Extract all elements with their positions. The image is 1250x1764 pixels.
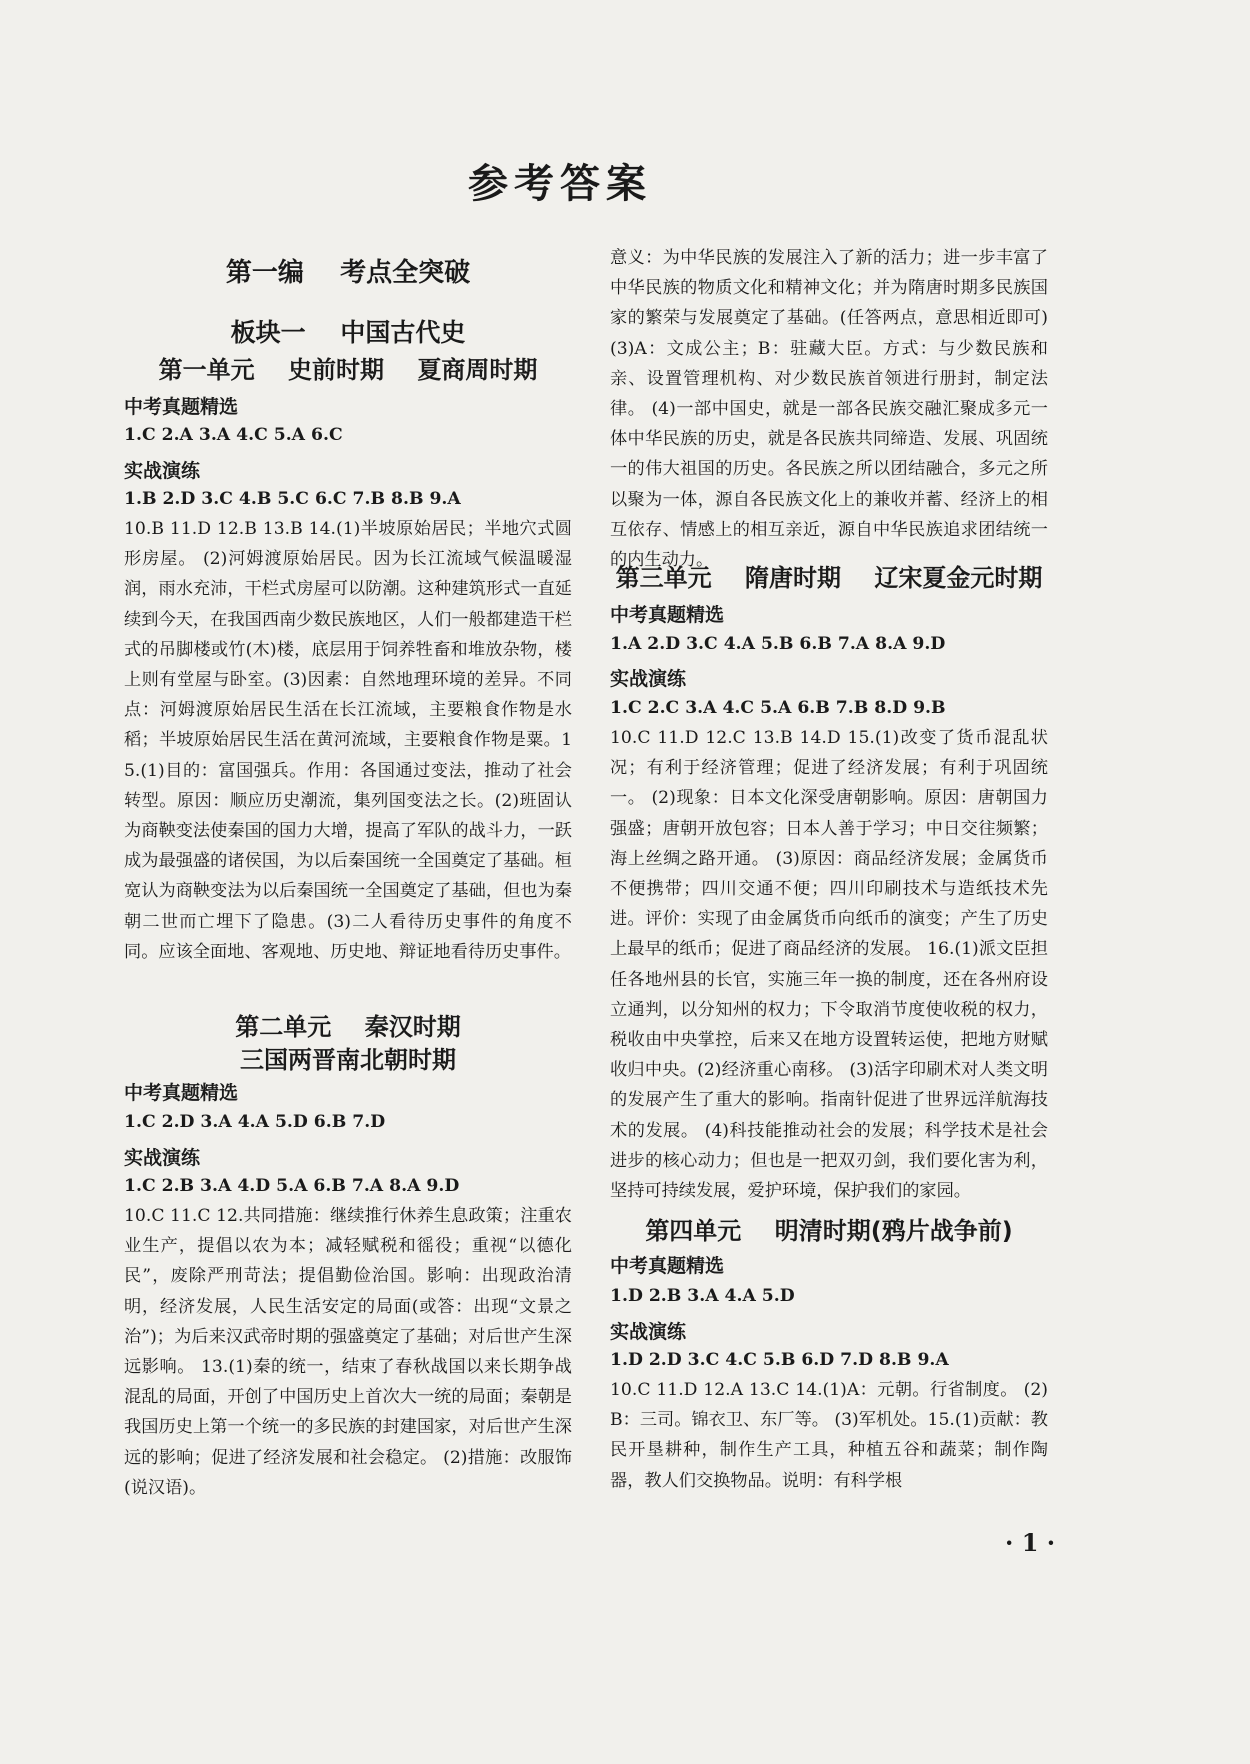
unit2-practice-answers: 1.C 2.B 3.A 4.D 5.A 6.B 7.A 8.A 9.D xyxy=(124,1176,460,1196)
unit3-answer-text: 10.C 11.D 12.C 13.B 14.D 15.(1)改变了货币混乱状况；有利于经济管理；促进了经济发展；有利于巩固统一。 (2)现象：日本文化深受唐朝影响。原因：唐朝国力强盛；唐朝开放包容；日本人善于学习；中日交往频繁；海上丝绸之路开通。 (3)原因：商品经济发展；金属货币不便携带；四川交通不便；四川印刷技术与造纸技术先进。评价：实现了由金属货币向纸币的演变；产生了历史上最早的纸币；促进了商品经济的发展。 16.(1)派文臣担任各地州县的长官，实施三年一换的制度，还在各州府设立通判，以分知州的权力；下令取消节度使收税的权力，税收由中央掌控，后来又在地方设置转运使，把地方财赋收归中央。(2)经济重心南移。 (3)活字印刷术对人类文明的发展产生了重大的影响。指南针促进了世界远洋航海技术的发展。 (4)科技能推动社会的发展；科学技术是社会进步的核心动力；但也是一把双刃剑，我们要化害为利，坚持可持续发展，爱护环境，保护我们的家园。 xyxy=(610,728,1048,1202)
unit2-title-line1: 第二单元 秦汉时期 xyxy=(235,1013,461,1041)
continued-answer-text: 意义：为中华民族的发展注入了新的活力；进一步丰富了中华民族的物质文化和精神文化；并为隋唐时期多民族国家的繁荣与发展奠定了基础。(任答两点，意思相近即可) (3)A：文成公主；B：驻藏大臣。方式：与少数民族和亲、设置管理机构、对少数民族首领进行册封，制定法律。 (4)一部中国史，就是一部各民族交融汇聚成多元一体中华民族的历史，就是各民族共同缔造、发展、巩固统一的伟大祖国的历史。各民族之所以团结融合，多元之所以聚为一体，源自各民族文化上的兼收并蓄、经济上的相互依存、情感上的相互亲近，源自中华民族追求团结统一的内生动力。 xyxy=(610,248,1048,571)
block-title: 板块一 中国古代史 xyxy=(230,318,466,347)
unit2-exam-heading: 中考真题精选 xyxy=(124,1082,239,1104)
unit2-exam-answers: 1.C 2.D 3.A 4.A 5.D 6.B 7.D xyxy=(124,1112,386,1132)
unit4-title: 第四单元 明清时期(鸦片战争前) xyxy=(645,1217,1013,1245)
unit2-answer-text: 10.C 11.C 12.共同措施：继续推行休养生息政策；注重农业生产，提倡以农为本；减轻赋税和徭役；重视“以德化民”，废除严刑苛法；提倡勤俭治国。影响：出现政治清明，经济发展，人民生活安定的局面(或答：出现“文景之治”)；为后来汉武帝时期的强盛奠定了基础；对后世产生深远影响。 13.(1)秦的统一，结束了春秋战国以来长期争战混乱的局面，开创了中国历史上首次大一统的局面；秦朝是我国历史上第一个统一的多民族的封建国家，对后世产生深远的影响；促进了经济发展和社会稳定。 (2)措施：改服饰(说汉语)。 xyxy=(124,1206,572,1498)
unit2-practice-heading: 实战演练 xyxy=(124,1147,201,1169)
page-number: · 1 · xyxy=(1005,1528,1056,1557)
unit3-exam-answers: 1.A 2.D 3.C 4.A 5.B 6.B 7.A 8.A 9.D xyxy=(610,634,946,654)
unit1-title: 第一单元 史前时期 夏商周时期 xyxy=(158,356,538,384)
unit1-answer-text: 10.B 11.D 12.B 13.B 14.(1)半坡原始居民；半地穴式圆形房屋。 (2)河姆渡原始居民。因为长江流域气候温暖湿润，雨水充沛，干栏式房屋可以防潮。这种建筑形式一直延续到今天，在我国西南少数民族地区，人们一般都建造干栏式的吊脚楼或竹(木)楼，底层用于饲养牲畜和堆放杂物，楼上则有堂屋与卧室。(3)因素：自然地理环境的差异。不同点：河姆渡原始居民生活在长江流域，主要粮食作物是水稻；半坡原始居民生活在黄河流域，主要粮食作物是粟。15.(1)目的：富国强兵。作用：各国通过变法，推动了社会转型。原因：顺应历史潮流，集列国变法之长。(2)班固认为商鞅变法使秦国的国力大增，提高了军队的战斗力，一跃成为最强盛的诸侯国，为以后秦国统一全国奠定了基础。桓宽认为商鞅变法为以后秦国统一全国奠定了基础，但也为秦朝二世而亡埋下了隐患。(3)二人看待历史事件的角度不同。应该全面地、客观地、历史地、辩证地看待历史事件。 xyxy=(124,519,572,962)
unit4-answer-text: 10.C 11.D 12.A 13.C 14.(1)A：元朝。行省制度。 (2)B：三司。锦衣卫、东厂等。 (3)军机处。15.(1)贡献：教民开垦耕种，制作生产工具，种植五谷和蔬菜；制作陶器，教人们交换物品。说明：有科学根 xyxy=(610,1380,1048,1491)
unit4-practice-heading: 实战演练 xyxy=(610,1321,687,1343)
unit4-exam-heading: 中考真题精选 xyxy=(610,1255,725,1277)
document-title: 参考答案 xyxy=(468,161,652,207)
unit1-exam-answers: 1.C 2.A 3.A 4.C 5.A 6.C xyxy=(124,425,343,445)
unit1-practice-heading: 实战演练 xyxy=(124,460,201,482)
part-title: 第一编 考点全突破 xyxy=(225,258,471,288)
unit1-practice-answers: 1.B 2.D 3.C 4.B 5.C 6.C 7.B 8.B 9.A xyxy=(124,489,461,509)
unit3-title: 第三单元 隋唐时期 辽宋夏金元时期 xyxy=(615,564,1043,592)
unit3-exam-heading: 中考真题精选 xyxy=(610,604,725,626)
unit4-exam-answers: 1.D 2.B 3.A 4.A 5.D xyxy=(610,1286,795,1306)
unit1-exam-heading: 中考真题精选 xyxy=(124,396,239,418)
unit2-title-line2: 三国两晋南北朝时期 xyxy=(240,1046,456,1074)
unit3-practice-answers: 1.C 2.C 3.A 4.C 5.A 6.B 7.B 8.D 9.B xyxy=(610,698,946,718)
unit4-practice-answers: 1.D 2.D 3.C 4.C 5.B 6.D 7.D 8.B 9.A xyxy=(610,1350,949,1370)
unit3-practice-heading: 实战演练 xyxy=(610,668,687,690)
